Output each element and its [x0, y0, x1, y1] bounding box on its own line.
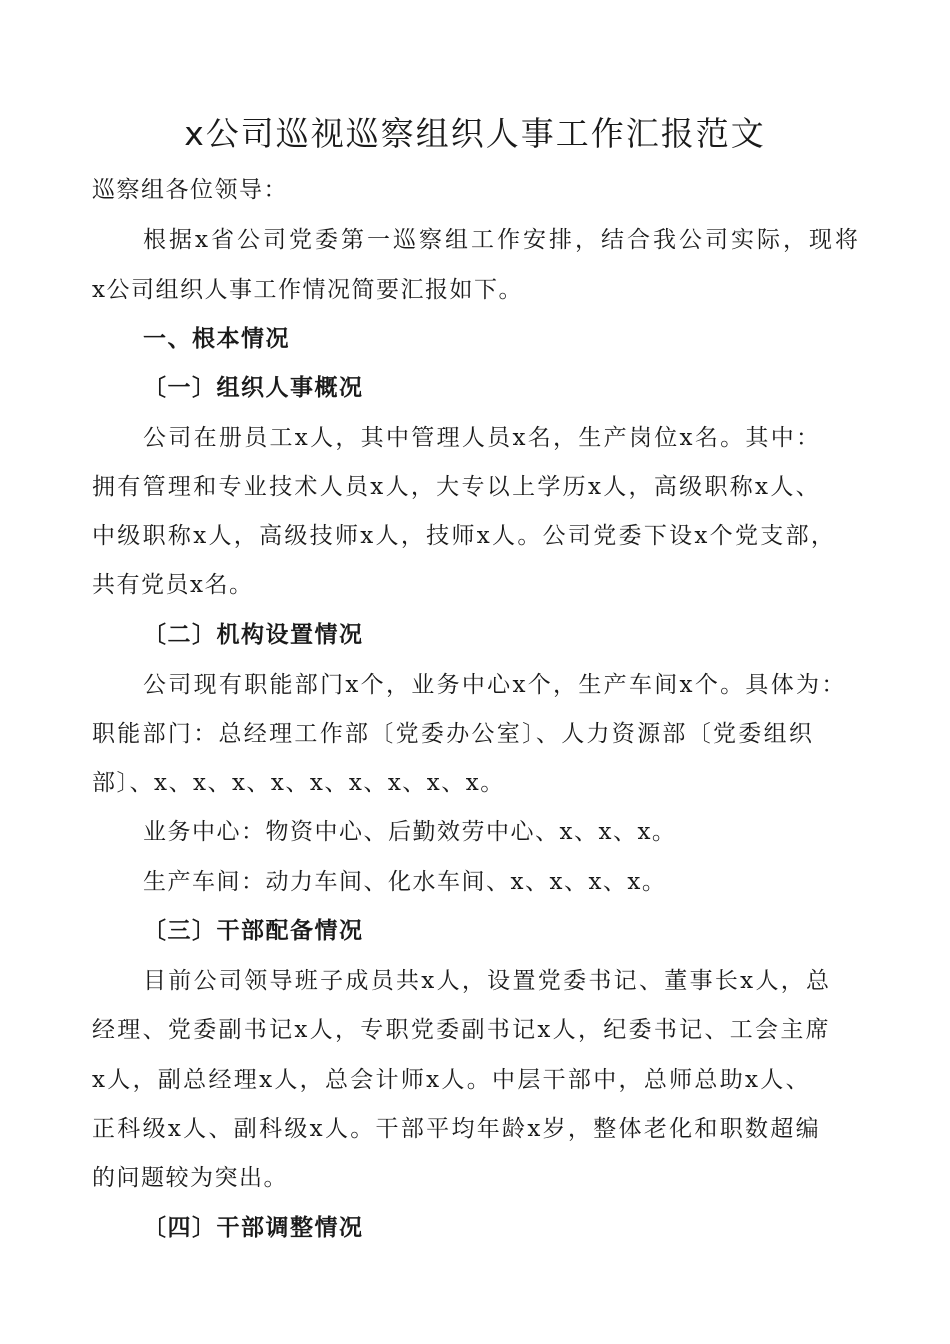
paragraph-line: 部〕、x、x、x、x、x、x、x、x、x。: [92, 770, 505, 796]
paragraph-line: 业务中心：物资中心、后勤效劳中心、x、x、x。: [143, 819, 677, 845]
paragraph-line: 职能部门：总经理工作部〔党委办公室〕、人力资源部〔党委组织: [92, 721, 815, 747]
paragraph-line: 公司在册员工x人，其中管理人员x名，生产岗位x名。其中：: [143, 425, 822, 451]
section-heading: 一、根本情况: [143, 326, 290, 352]
paragraph-line: 的问题较为突出。: [92, 1165, 288, 1191]
paragraph-line: x公司组织人事工作情况简要汇报如下。: [92, 277, 523, 303]
subsection-heading: 〔二〕机构设置情况: [143, 622, 364, 648]
subsection-heading: 〔一〕组织人事概况: [143, 375, 364, 401]
paragraph-line: 正科级x人、副科级x人。干部平均年龄x岁，整体老化和职数超编: [92, 1116, 821, 1142]
paragraph-line: 拥有管理和专业技术人员x人，大专以上学历x人，高级职称x人、: [92, 474, 821, 500]
paragraph-line: 经理、党委副书记x人，专职党委副书记x人，纪委书记、工会主席: [92, 1017, 831, 1043]
paragraph-line: 生产车间：动力车间、化水车间、x、x、x、x。: [143, 869, 667, 895]
paragraph-line: x人，副总经理x人，总会计师x人。中层干部中，总师总助x人、: [92, 1067, 811, 1093]
subsection-heading: 〔四〕干部调整情况: [143, 1215, 364, 1241]
document-title: x公司巡视巡察组织人事工作汇报范文: [184, 114, 766, 153]
paragraph-line: 中级职称x人，高级技师x人，技师x人。公司党委下设x个党支部，: [92, 523, 837, 549]
paragraph-line: 目前公司领导班子成员共x人，设置党委书记、董事长x人，总: [143, 968, 832, 994]
paragraph-line: 共有党员x名。: [92, 572, 254, 598]
paragraph-line: 根据x省公司党委第一巡察组工作安排，结合我公司实际，现将: [143, 227, 861, 253]
subsection-heading: 〔三〕干部配备情况: [143, 918, 364, 944]
salutation: 巡察组各位领导：: [92, 177, 288, 203]
paragraph-line: 公司现有职能部门x个，业务中心x个，生产车间x个。具体为：: [143, 672, 847, 698]
